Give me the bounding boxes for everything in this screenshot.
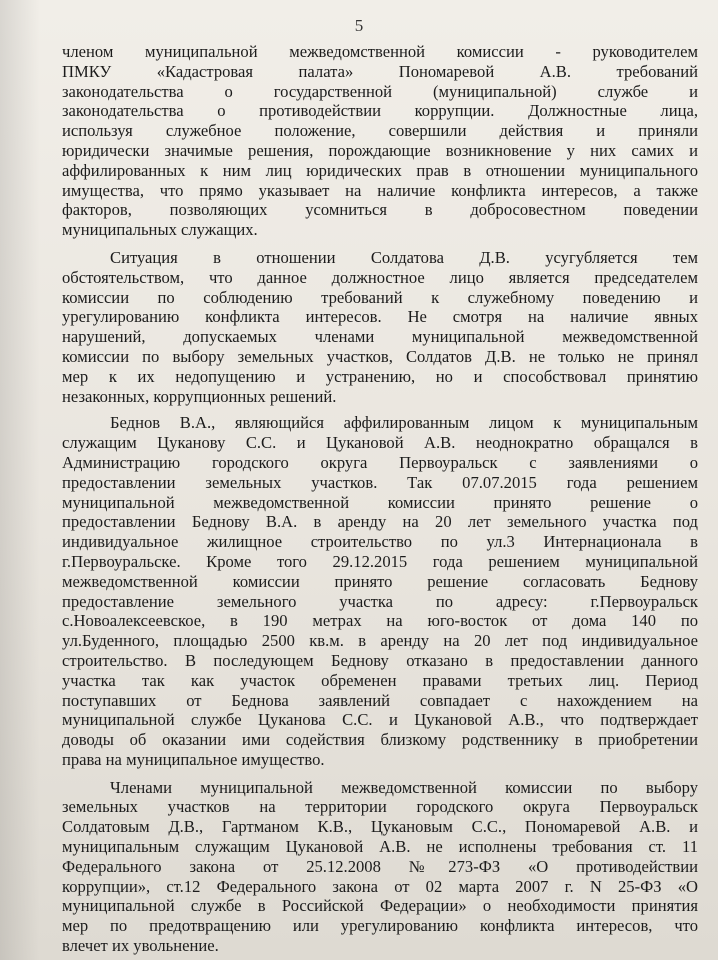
text-line: членом муниципальной межведомственной комиссии - руководителем bbox=[62, 42, 698, 61]
text-line: муниципальной службе в Российской Федерации» о необходимости принятия bbox=[62, 896, 698, 916]
paragraph bbox=[62, 413, 698, 769]
page-number: 5 bbox=[354, 16, 364, 35]
text-line: нарушений, допускаемых членами муниципальной межведомственной bbox=[62, 327, 698, 347]
text-line: индивидуальное жилищное строительство по ул.3 Интернационала в bbox=[62, 532, 698, 552]
text-line: права на муниципальное имущество. bbox=[62, 749, 325, 769]
text-line: служащим Цуканову С.С. и Цукановой А.В. неоднократно обращался в bbox=[62, 433, 698, 453]
text-line: имущества, что прямо указывает на наличие конфликта интересов, а также bbox=[62, 180, 698, 200]
text-line: коррупции», ст.12 Федерального закона от 02 марта 2007 г. N 25-ФЗ «О bbox=[62, 876, 698, 896]
text-line: Членами муниципальной межведомственной комиссии по выбору bbox=[110, 777, 698, 797]
text-line: межведомственной комиссии принято решение согласовать Беднову bbox=[62, 571, 698, 591]
text-line: комиссии по выбору земельных участков, Солдатов Д.В. не только не принял bbox=[62, 346, 698, 366]
text-line: Федерального закона от 25.12.2008 №273-ФЗ «О противодействии bbox=[62, 856, 698, 876]
text-line: мер по предотвращению или урегулированию конфликта интересов, что bbox=[62, 916, 698, 936]
paragraph bbox=[62, 248, 698, 406]
text-line: Беднов В.А., являющийся аффилированным лицом к муниципальным bbox=[110, 413, 698, 433]
text-line: поступавших от Беднова заявлений совпадает с нахождением на bbox=[62, 690, 698, 710]
document-body bbox=[62, 42, 698, 956]
text-line: с.Новоалексеевское, в 190 метрах на юго-восток от дома 140 по bbox=[62, 611, 698, 631]
page-shadow bbox=[0, 0, 40, 960]
text-line: факторов, позволяющих усомниться в добросовестном поведении bbox=[62, 200, 698, 220]
text-line: законодательства о государственной (муниципальной) службе и bbox=[62, 81, 698, 101]
text-line: предоставление земельного участка по адресу: г.Первоуральск bbox=[62, 591, 698, 611]
text-line: участка так как участок обременен правами третьих лиц. Период bbox=[62, 670, 698, 690]
text-line: ул.Буденного, площадью 2500 кв.м. в аренду на 20 лет под индивидуальное bbox=[62, 631, 698, 651]
paragraph bbox=[62, 42, 698, 240]
text-line: комиссии по соблюдению требований к служебному поведению и bbox=[62, 287, 698, 307]
text-line: мер к их недопущению и устранению, но и способствовал принятию bbox=[62, 366, 698, 386]
text-line: аффилированных к ним лиц юридических прав в отношении муниципального bbox=[62, 160, 698, 180]
text-line: Солдатовым Д.В., Гартманом К.В., Цукановым С.С., Пономаревой А.В. и bbox=[62, 817, 698, 837]
paragraph bbox=[62, 778, 698, 956]
text-line: предоставлении земельных участков. Так 07.07.2015 года решением bbox=[62, 472, 698, 492]
text-line: муниципальных служащих. bbox=[62, 220, 258, 240]
text-line: законодательства о противодействии коррупции. Должностные лица, bbox=[62, 101, 698, 121]
text-line: г.Первоуральске. Кроме того 29.12.2015 года решением муниципальной bbox=[62, 551, 698, 571]
text-line: муниципальной службе Цуканова С.С. и Цукановой А.В., что подтверждает bbox=[62, 710, 698, 730]
text-line: урегулированию конфликта интересов. Не смотря на наличие явных bbox=[62, 307, 698, 327]
text-line: незаконных, коррупционных решений. bbox=[62, 386, 337, 406]
text-line: предоставлении Беднову В.А. в аренду на 20 лет земельного участка под bbox=[62, 512, 698, 532]
text-line: строительство. В последующем Беднову отказано в предоставлении данного bbox=[62, 650, 698, 670]
text-line: муниципальной межведомственной комиссии принято решение о bbox=[62, 492, 698, 512]
text-line: юридически значимые решения, порождающие возникновение у них самих и bbox=[62, 140, 698, 160]
text-line: Ситуация в отношении Солдатова Д.В. усугубляется тем bbox=[110, 247, 698, 267]
text-line: ПМКУ «Кадастровая палата» Пономаревой А.В. требований bbox=[62, 61, 698, 81]
text-line: земельных участков на территории городского округа Первоуральск bbox=[62, 797, 698, 817]
text-line: доводы об оказании ими содействия близкому родственнику в приобретении bbox=[62, 730, 698, 750]
text-line: влечет их увольнение. bbox=[62, 936, 219, 956]
text-line: Администрацию городского округа Первоуральск с заявлениями о bbox=[62, 452, 698, 472]
text-line: обстоятельством, что данное должностное лицо является председателем bbox=[62, 267, 698, 287]
text-line: муниципальным служащим Цукановой А.В. не исполнены требования ст. 11 bbox=[62, 837, 698, 857]
text-line: используя служебное положение, совершили действия и приняли bbox=[62, 121, 698, 141]
